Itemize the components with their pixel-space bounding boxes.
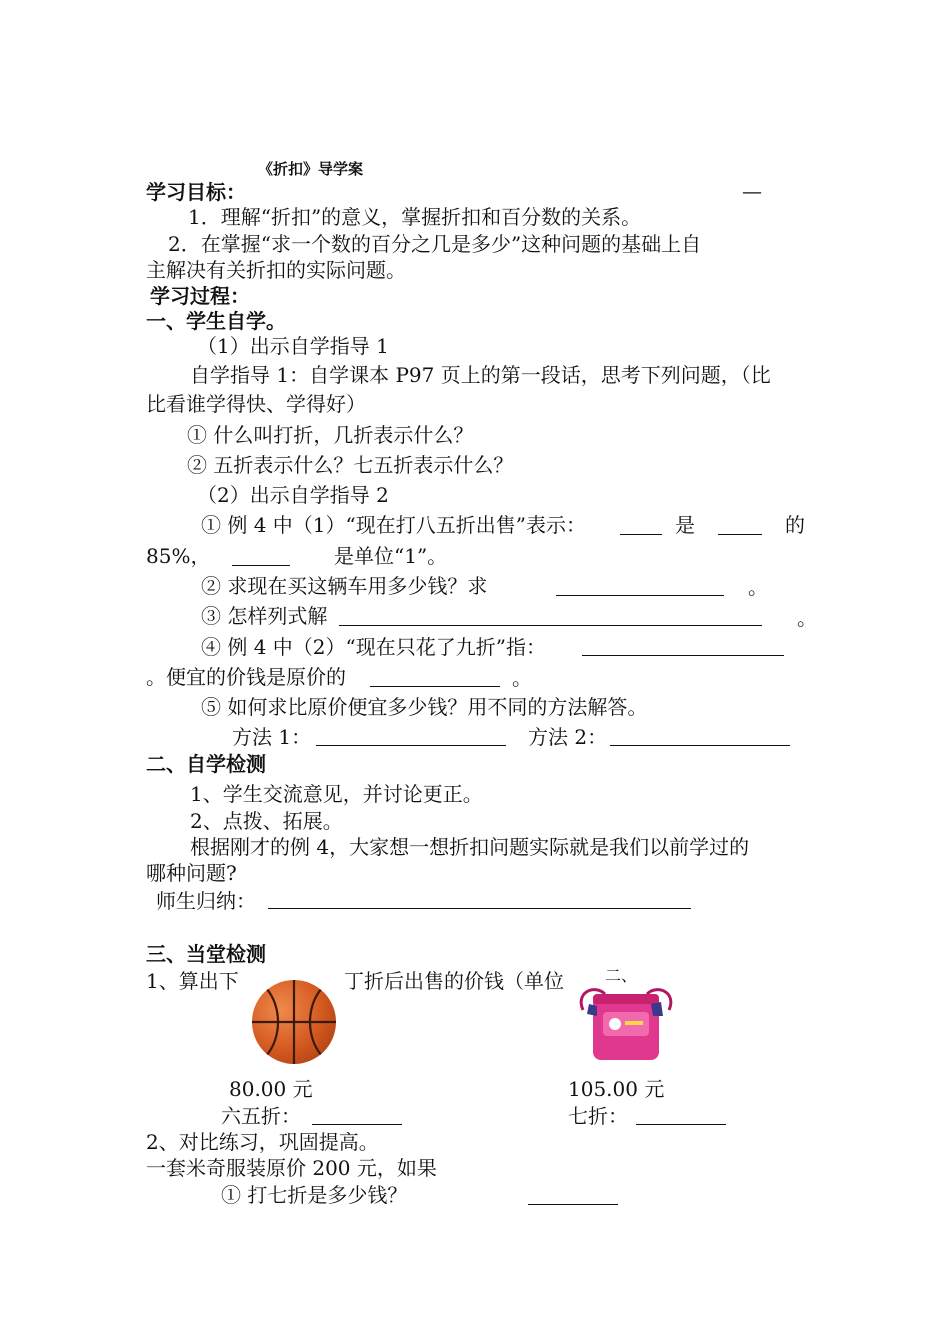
section1-heading: 一、学生自学。 — [146, 309, 286, 333]
bag-drawing — [575, 982, 677, 1066]
bag-price: 105.00 元 — [568, 1077, 665, 1101]
goals-heading: 学习目标： — [146, 180, 246, 204]
blank-e3[interactable] — [339, 625, 762, 626]
guide1-title: （1）出示自学指导 1 — [197, 334, 389, 358]
blank-q2-sub-1[interactable] — [528, 1204, 618, 1205]
section3-question-2-sub-1: ① 打七折是多少钱？ — [221, 1183, 408, 1207]
section2-paragraph-a: 根据刚才的例 4，大家想一想折扣问题实际就是我们以前学过的 — [190, 835, 750, 859]
blank-e4-b[interactable] — [370, 686, 500, 687]
blank-e4-a[interactable] — [582, 655, 784, 656]
example-4-text: ④ 例 4 中（2）“现在只花了九折”指： — [201, 635, 546, 659]
page-title: 《折扣》导学案 — [258, 160, 364, 178]
process-heading: 学习过程： — [150, 284, 250, 308]
example-1-unit: 是单位“1”。 — [334, 544, 448, 568]
summary-label: 师生归纳： — [156, 889, 256, 913]
blank-e1-a[interactable] — [620, 534, 662, 535]
section3-heading: 三、当堂检测 — [146, 942, 266, 966]
method-1-label: 方法 1： — [232, 725, 312, 749]
example-1-text: ① 例 4 中（1）“现在打八五折出售”表示： — [201, 513, 586, 537]
example-2-text: ② 求现在买这辆车用多少钱？求 — [201, 574, 488, 598]
example-1-is: 是 — [675, 513, 695, 537]
section3-question-1-left: 1、算出下 — [146, 969, 239, 993]
example-3-end: 。 — [797, 606, 817, 630]
basketball-discount-label: 六五折： — [221, 1104, 301, 1128]
method-2-label: 方法 2： — [528, 725, 608, 749]
example-4-text-b: 。便宜的价钱是原价的 — [146, 665, 346, 689]
guide2-title: （2）出示自学指导 2 — [197, 483, 389, 507]
question-2: ② 五折表示什么？七五折表示什么？ — [187, 453, 514, 477]
blank-e1-b[interactable] — [718, 534, 762, 535]
goals-dash: — — [742, 179, 762, 203]
bag-image — [575, 982, 677, 1066]
blank-bag[interactable] — [636, 1124, 726, 1125]
blank-summary[interactable] — [268, 908, 691, 909]
example-2-end: 。 — [748, 575, 768, 599]
example-4-end: 。 — [512, 666, 532, 690]
section2-heading: 二、自学检测 — [146, 752, 266, 776]
section3-question-2-text: 一套米奇服装原价 200 元，如果 — [146, 1156, 437, 1180]
example-1-of: 的 — [785, 513, 805, 537]
example-5-text: ⑤ 如何求比原价便宜多少钱？用不同的方法解答。 — [201, 695, 648, 719]
section3-question-1-right: 丁折后出售的价钱（单位 — [344, 969, 564, 993]
blank-e2[interactable] — [556, 595, 724, 596]
section3-question-1-tail: 二、 — [605, 966, 638, 985]
guide1-text-b: 比看谁学得快、学得好） — [146, 392, 366, 416]
section2-paragraph-b: 哪种问题? — [146, 861, 237, 885]
bag-discount-label: 七折： — [568, 1104, 628, 1128]
example-3-text: ③ 怎样列式解 — [201, 604, 328, 628]
blank-method-1[interactable] — [316, 745, 506, 746]
basketball-image — [252, 980, 336, 1064]
goal-item-1: 1．理解“折扣”的意义，掌握折扣和百分数的关系。 — [188, 205, 642, 229]
guide1-text-a: 自学指导 1：自学课本 P97 页上的第一段话，思考下列问题，（比 — [190, 363, 771, 387]
goal-item-2a: 2．在掌握“求一个数的百分之几是多少”这种问题的基础上自 — [168, 232, 702, 256]
blank-e1-c[interactable] — [232, 565, 290, 566]
basketball-price: 80.00 元 — [229, 1077, 313, 1101]
blank-method-2[interactable] — [610, 745, 790, 746]
blank-basketball[interactable] — [312, 1124, 402, 1125]
goal-item-2b: 主解决有关折扣的实际问题。 — [146, 258, 406, 282]
example-1-percent: 85%， — [146, 544, 211, 568]
section3-question-2: 2、对比练习，巩固提高。 — [146, 1130, 379, 1154]
question-1: ① 什么叫打折，几折表示什么？ — [187, 423, 474, 447]
basketball-lines — [252, 980, 336, 1064]
section2-item-1: 1、学生交流意见，并讨论更正。 — [190, 782, 483, 806]
section2-item-2: 2、点拨、拓展。 — [190, 809, 343, 833]
